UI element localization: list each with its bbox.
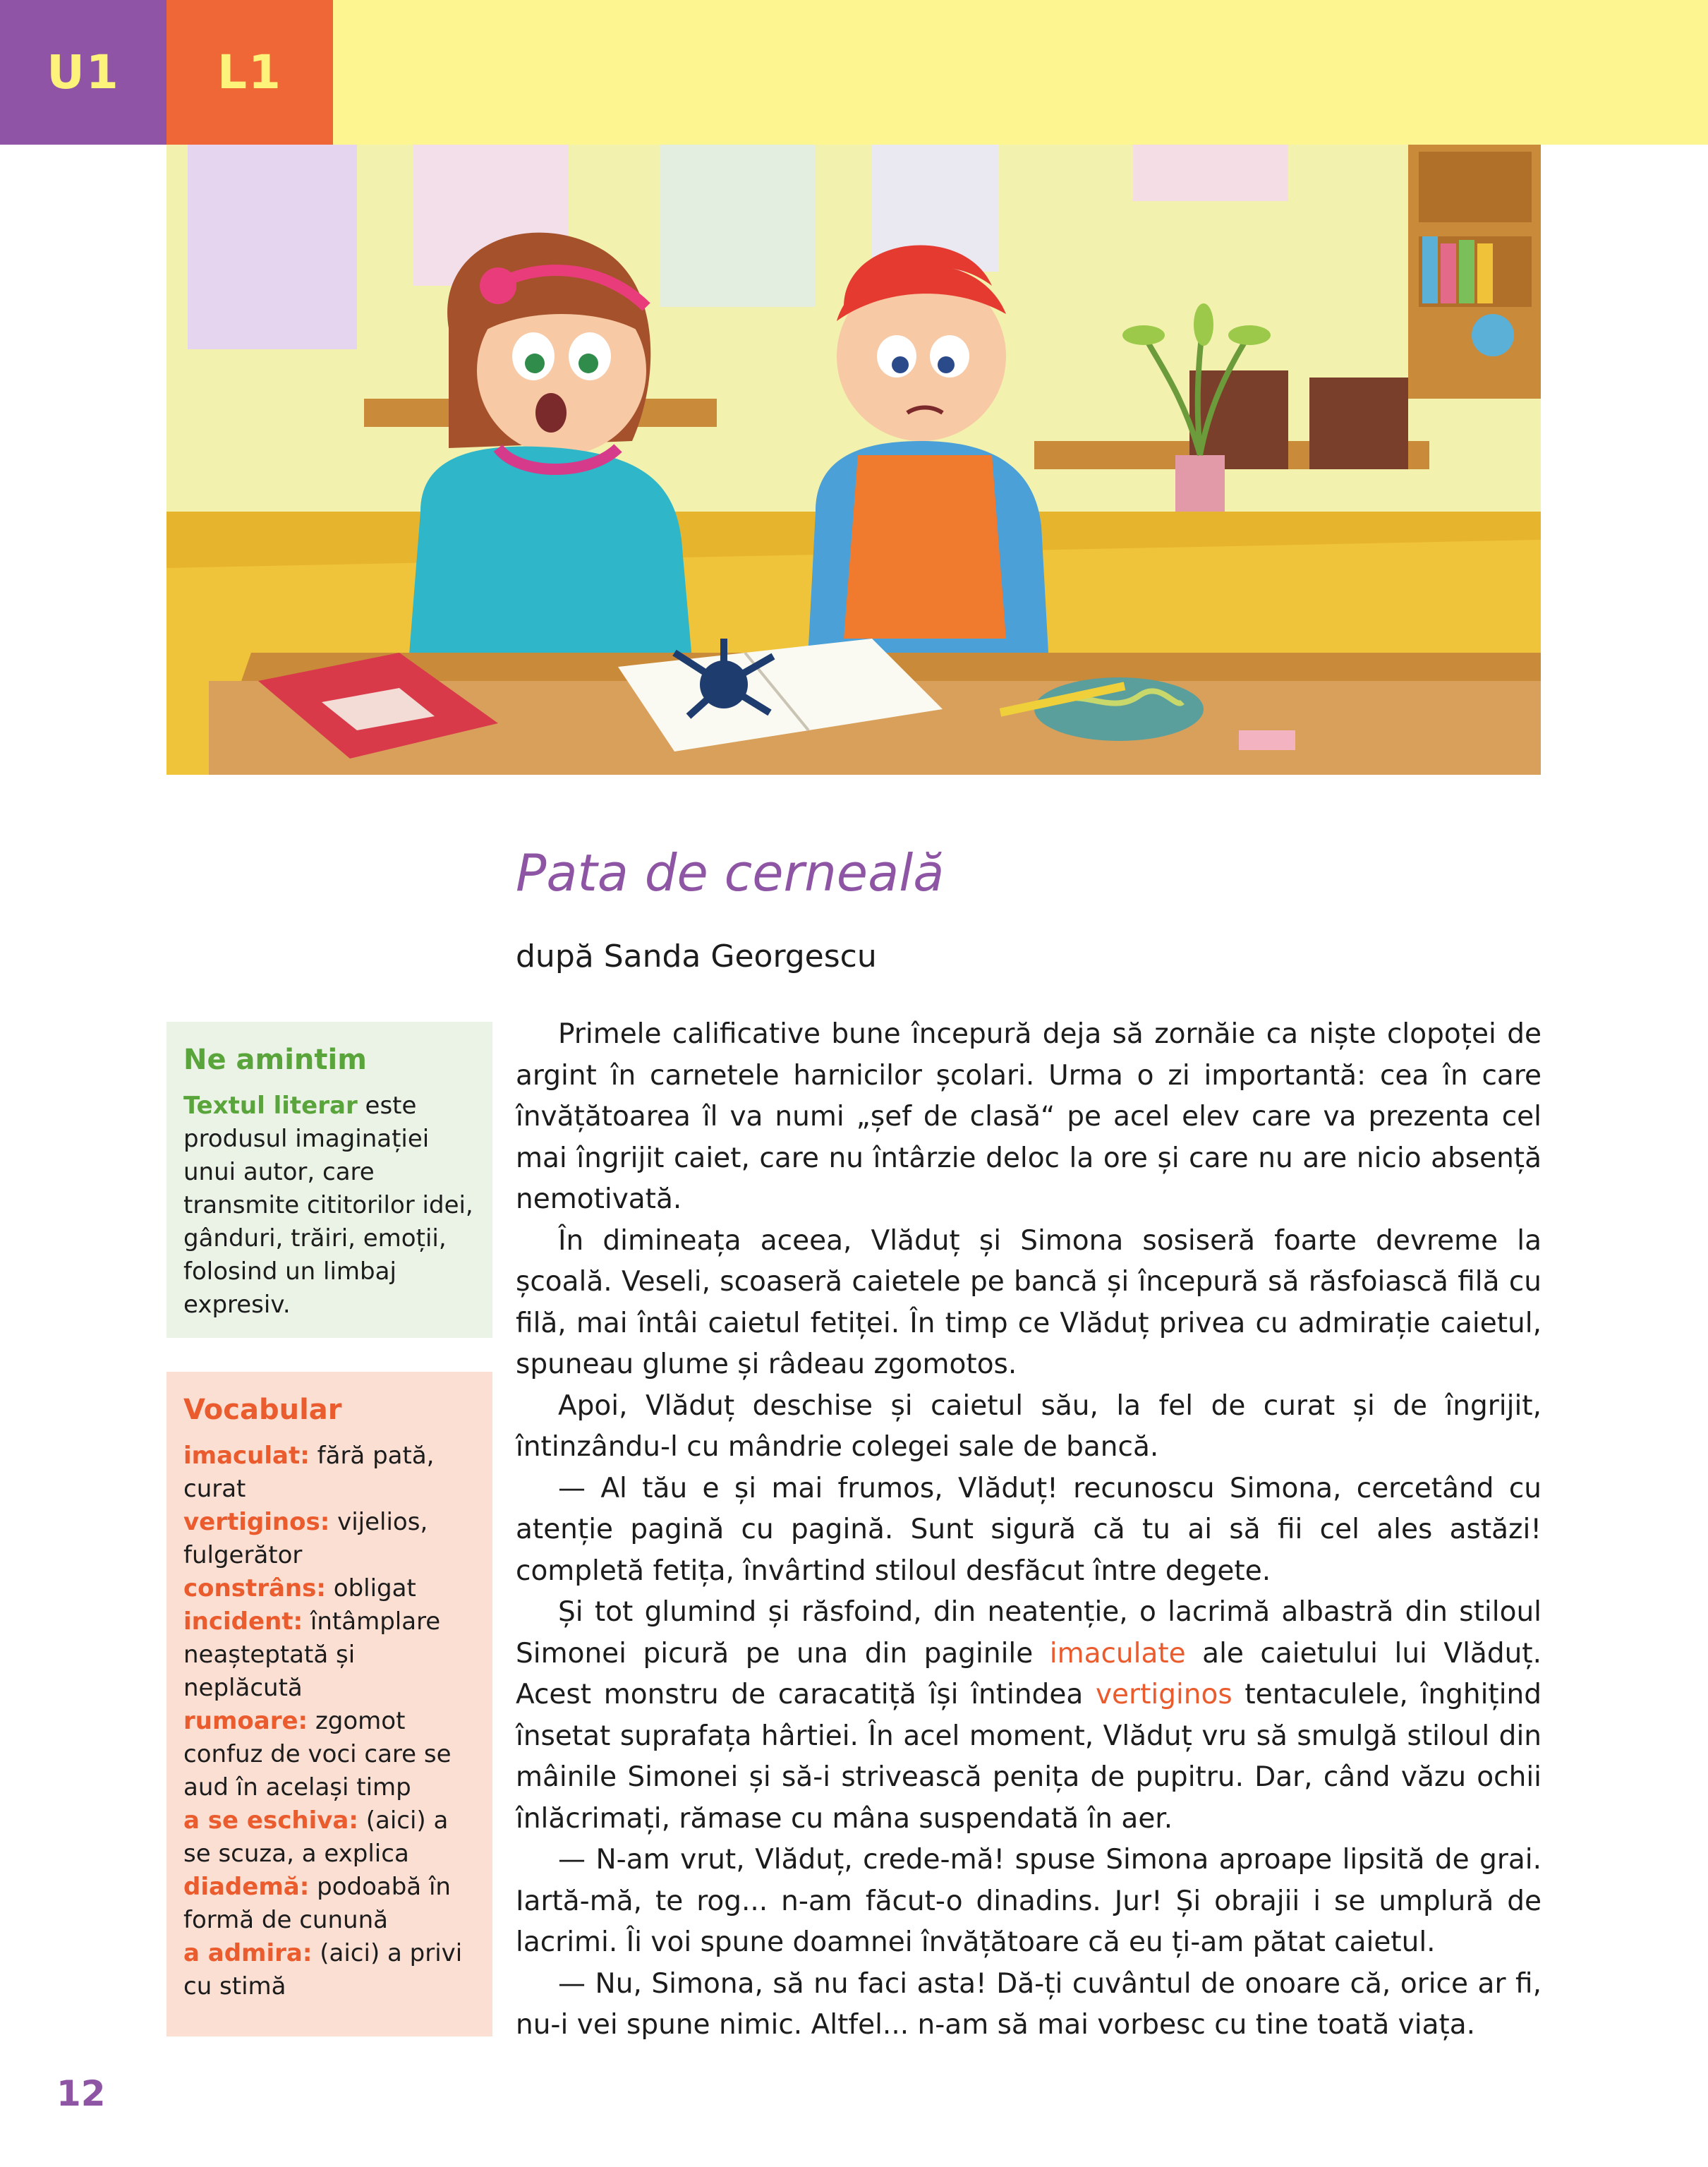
vocab-term: incident: xyxy=(183,1607,303,1636)
vocab-highlight: vertiginos xyxy=(1095,1679,1232,1710)
story-paragraph: — Al tău e și mai frumos, Vlăduț! recunoscu Simona, cercetând cu atenție pagină cu pagină. Sunt sigură că tu ai să fii cel ales astăzi! completă fetița, învârtind stiloul desfăcut între degete. xyxy=(516,1472,1542,1587)
story-text xyxy=(516,1014,1542,2046)
unit-label: U1 xyxy=(47,45,120,99)
story-paragraph: Apoi, Vlăduț deschise și caietul său, la fel de curat și de îngrijit, întinzându-l cu mândrie colegei sale de bancă. xyxy=(516,1389,1542,1463)
vocab-item xyxy=(183,1871,476,1937)
remember-keyword: Textul literar xyxy=(183,1092,358,1120)
vocab-definition: zgomot confuz de voci care se aud în același timp xyxy=(183,1707,452,1801)
vocab-item xyxy=(183,1572,476,1605)
vocab-term: imaculat: xyxy=(183,1442,310,1470)
vocab-item xyxy=(183,1605,476,1705)
story-paragraph: — N-am vrut, Vlăduț, crede-mă! spuse Simona aproape lipsită de grai. Iartă-mă, te rog... n-am făcut-o dinadins. Jur! Și obrajii i se umplură de lacrimi. Îi voi spune doamnei învățătoare că eu ți-am pătat caietul. xyxy=(516,1844,1542,1958)
vocab-term: rumoare: xyxy=(183,1707,308,1735)
lesson-tab xyxy=(166,0,333,145)
story-text-run: ale caietului lui Vlăduț. Acest monstru de caracatiță își întindea xyxy=(516,1637,1542,1710)
vocab-term: a admira: xyxy=(183,1939,313,1967)
vocab-definition: (aici) a privi cu stimă xyxy=(183,1939,463,2000)
classroom-illustration xyxy=(166,145,1541,775)
story-title: Pata de cerneală xyxy=(516,843,945,903)
remember-heading: Ne amintim xyxy=(183,1044,367,1076)
vocab-definition: întâmplare neașteptată și neplăcută xyxy=(183,1607,441,1702)
vocabulary-box xyxy=(166,1372,492,2036)
unit-tab xyxy=(0,0,166,145)
story-paragraph: În dimineața aceea, Vlăduț și Simona sosiseră foarte devreme la școală. Veseli, scoaseră caietele pe bancă și începură să răsfoiască filă cu filă, mai întâi caietul fetiței. În timp ce Vlăduț privea cu admirație caietul, spuneau glume și râdeau zgomotos. xyxy=(516,1224,1542,1380)
vocab-item xyxy=(183,1705,476,1804)
lesson-label: L1 xyxy=(217,45,282,99)
vocab-definition: podoabă în formă de cunună xyxy=(183,1873,451,1934)
story-author: după Sanda Georgescu xyxy=(516,938,877,974)
vocab-item xyxy=(183,1937,476,2003)
vocab-definition: vijelios, fulgerător xyxy=(183,1508,428,1569)
vocab-definition: (aici) a se scuza, a explica xyxy=(183,1806,449,1868)
vocab-item xyxy=(183,1804,476,1871)
story-text-run: tentaculele, înghițind însetat suprafața hârtiei. În acel moment, Vlăduț vru să smulgă stiloul din mâinile Simonei și să-i strivească penița de pupitru. Dar, când văzu ochii înlăcrimați, rămase cu mâna suspendată în aer. xyxy=(516,1679,1542,1835)
vocab-term: diademă: xyxy=(183,1873,310,1901)
vocab-term: vertiginos: xyxy=(183,1508,330,1536)
vocab-definition: obligat xyxy=(325,1574,416,1602)
remember-body xyxy=(183,1089,476,1322)
story-text-run: Și tot glumind și răsfoind, din neatenție, o lacrimă albastră din stiloul Simonei picură pe una din paginile xyxy=(516,1596,1542,1670)
vocab-highlight: imaculate xyxy=(1049,1637,1186,1670)
story-paragraph xyxy=(516,1592,1542,1840)
vocabulary-heading: Vocabular xyxy=(183,1394,342,1426)
vocab-item xyxy=(183,1439,476,1506)
remember-text: este produsul imaginației unui autor, care transmite cititorilor idei, gânduri, trăiri, emoții, folosind un limbaj expresiv. xyxy=(183,1092,473,1319)
vocab-term: a se eschiva: xyxy=(183,1806,358,1835)
vocab-term: constrâns: xyxy=(183,1574,326,1602)
remember-box xyxy=(166,1022,492,1338)
story-paragraph: — Nu, Simona, să nu faci asta! Dă-ți cuvântul de onoare că, orice ar fi, nu-i vei spune nimic. Altfel... n-am să mai vorbesc cu tine toată viața. xyxy=(516,1967,1542,2041)
vocab-item xyxy=(183,1506,476,1572)
story-paragraph: Primele calificative bune începură deja să zornăie ca niște clopoței de argint în carnetele harnicilor școlari. Urma o zi importantă: cea în care învățătoarea îl va numi „șef de clasă“ pe acel elev care va prezenta cel mai îngrijit caiet, care nu întârzie deloc la ore și care nu are nicio absență nemotivată. xyxy=(516,1018,1542,1215)
vocab-definition: fără pată, curat xyxy=(183,1442,435,1503)
page-number: 12 xyxy=(56,2073,106,2114)
